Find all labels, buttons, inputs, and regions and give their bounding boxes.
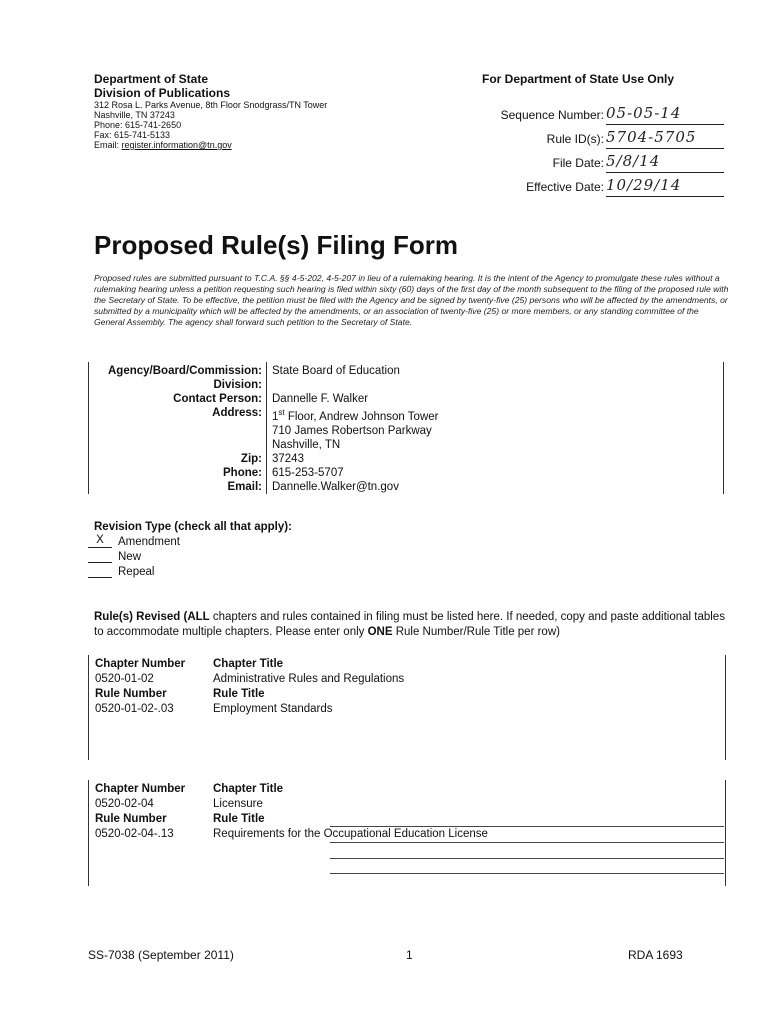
division-value bbox=[266, 378, 724, 392]
effective-date-row bbox=[470, 176, 730, 200]
department-email-link[interactable]: register.information@tn.gov bbox=[121, 140, 232, 150]
chapter-title-value: Licensure bbox=[213, 798, 263, 810]
address-line-3: Nashville, TN bbox=[272, 438, 341, 451]
agency-value: State Board of Education bbox=[266, 362, 724, 378]
file-date-value: 5/8/14 bbox=[606, 152, 724, 173]
state-use-only-heading: For Department of State Use Only bbox=[482, 72, 675, 86]
rule-number-value: 0520-02-04-.13 bbox=[95, 828, 174, 840]
effective-date-value: 10/29/14 bbox=[606, 176, 724, 197]
rule-ids-row bbox=[470, 128, 730, 152]
revision-option-repeal[interactable] bbox=[88, 563, 292, 578]
agency-row bbox=[88, 362, 724, 378]
division-name: Division of Publications bbox=[94, 86, 231, 100]
new-label: New bbox=[118, 551, 142, 563]
rule-ids-value: 5704-5705 bbox=[606, 128, 724, 149]
footer-form-id: SS-7038 (September 2011) bbox=[88, 948, 234, 962]
rules-revised-instructions: Rule(s) Revised (ALL chapters and rules contained in filing must be listed here. If needed, copy and paste additional tables to accommodate multiple chapters. Please enter only ONE Rule Number/Rule Title per row) bbox=[94, 611, 725, 638]
department-email-label: Email: bbox=[94, 140, 122, 150]
chapter-number-header: Chapter Number bbox=[95, 658, 186, 670]
chapter-number-value: 0520-01-02 bbox=[95, 673, 154, 685]
amendment-label: Amendment bbox=[118, 536, 181, 548]
rule-title-header: Rule Title bbox=[213, 813, 265, 825]
zip-value: 37243 bbox=[266, 452, 724, 466]
repeal-checkmark[interactable] bbox=[88, 564, 112, 578]
form-title: Proposed Rule(s) Filing Form bbox=[94, 230, 459, 260]
rule-title-value: Requirements for the Occupational Education License bbox=[213, 828, 488, 840]
rule-ids-label: Rule ID(s): bbox=[546, 132, 604, 146]
rule-number-header: Rule Number bbox=[95, 688, 167, 700]
file-date-label: File Date: bbox=[552, 156, 604, 170]
state-use-only-fields bbox=[470, 104, 730, 200]
new-checkmark[interactable] bbox=[88, 549, 112, 563]
email-row bbox=[88, 480, 724, 494]
division-row bbox=[88, 378, 724, 392]
footer-page-number: 1 bbox=[406, 948, 413, 962]
email-value: Dannelle.Walker@tn.gov bbox=[266, 480, 724, 494]
revision-option-amendment[interactable] bbox=[88, 533, 292, 548]
intro-paragraph: Proposed rules are submitted pursuant to T.C.A. §§ 4-5-202, 4-5-207 in lieu of a rulemaking hearing. It is the intent of the Agency to promulgate these rules without a rulemaking hearing unless a petition requesting such hearing is filed within sixty (60) days of the first day of the month subsequent to the filing of the proposed rule with the Secretary of State. To be effective, the petition must be filed with the Agency and be signed by twenty-five (25) persons who will be affected by the amendments, or submitted by a municipality which will be affected by the amendments, or an association of twenty-five (25) or more members, or any standing committee of the General Assembly. The agency shall forward such petition to the Secretary of State. bbox=[94, 273, 729, 327]
sequence-number-value: 05-05-14 bbox=[606, 104, 724, 125]
effective-date-label: Effective Date: bbox=[526, 180, 604, 194]
revision-type-section bbox=[88, 521, 292, 578]
table-rule-line bbox=[330, 873, 724, 874]
address-line-1: 1st Floor, Andrew Johnson Tower bbox=[272, 408, 439, 423]
address-line-2: 710 James Robertson Parkway bbox=[272, 424, 432, 437]
department-email-row bbox=[94, 140, 424, 150]
division-label: Division: bbox=[88, 378, 266, 392]
chapter-title-header: Chapter Title bbox=[213, 658, 284, 670]
table-rule-line bbox=[330, 826, 724, 827]
chapter-table-2 bbox=[88, 780, 726, 886]
department-name: Department of State bbox=[94, 72, 209, 86]
phone-value: 615-253-5707 bbox=[266, 466, 724, 480]
chapter-title-header: Chapter Title bbox=[213, 783, 284, 795]
contact-value: Dannelle F. Walker bbox=[266, 392, 724, 406]
chapter-number-header: Chapter Number bbox=[95, 783, 186, 795]
address-value bbox=[266, 406, 724, 452]
department-address: 312 Rosa L. Parks Avenue, 8th Floor Snodgrass/TN Tower bbox=[94, 100, 328, 110]
email-label: Email: bbox=[88, 480, 266, 494]
agency-table bbox=[88, 362, 724, 494]
rule-title-value: Employment Standards bbox=[213, 703, 333, 715]
rule-number-header: Rule Number bbox=[95, 813, 167, 825]
footer-rda: RDA 1693 bbox=[628, 948, 683, 962]
zip-row bbox=[88, 452, 724, 466]
phone-row bbox=[88, 466, 724, 480]
rule-number-value: 0520-01-02-.03 bbox=[95, 703, 174, 715]
revision-option-new[interactable] bbox=[88, 548, 292, 563]
address-row bbox=[88, 406, 724, 452]
department-phone: Phone: 615-741-2650 bbox=[94, 120, 182, 130]
amendment-checkmark[interactable]: X bbox=[88, 534, 112, 548]
chapter-table-1 bbox=[88, 655, 726, 760]
sequence-number-row bbox=[470, 104, 730, 128]
revision-type-heading: Revision Type (check all that apply): bbox=[94, 521, 292, 533]
department-city: Nashville, TN 37243 bbox=[94, 110, 175, 120]
department-block bbox=[94, 72, 424, 150]
repeal-label: Repeal bbox=[118, 566, 155, 578]
zip-label: Zip: bbox=[88, 452, 266, 466]
address-label: Address: bbox=[88, 406, 266, 452]
phone-label: Phone: bbox=[88, 466, 266, 480]
sequence-number-label: Sequence Number: bbox=[500, 108, 604, 122]
file-date-row bbox=[470, 152, 730, 176]
rule-title-header: Rule Title bbox=[213, 688, 265, 700]
chapter-title-value: Administrative Rules and Regulations bbox=[213, 673, 405, 685]
contact-label: Contact Person: bbox=[88, 392, 266, 406]
table-rule-line bbox=[330, 842, 724, 843]
table-rule-line bbox=[330, 858, 724, 859]
department-fax: Fax: 615-741-5133 bbox=[94, 130, 171, 140]
agency-label: Agency/Board/Commission: bbox=[88, 362, 266, 378]
contact-row bbox=[88, 392, 724, 406]
chapter-number-value: 0520-02-04 bbox=[95, 798, 154, 810]
